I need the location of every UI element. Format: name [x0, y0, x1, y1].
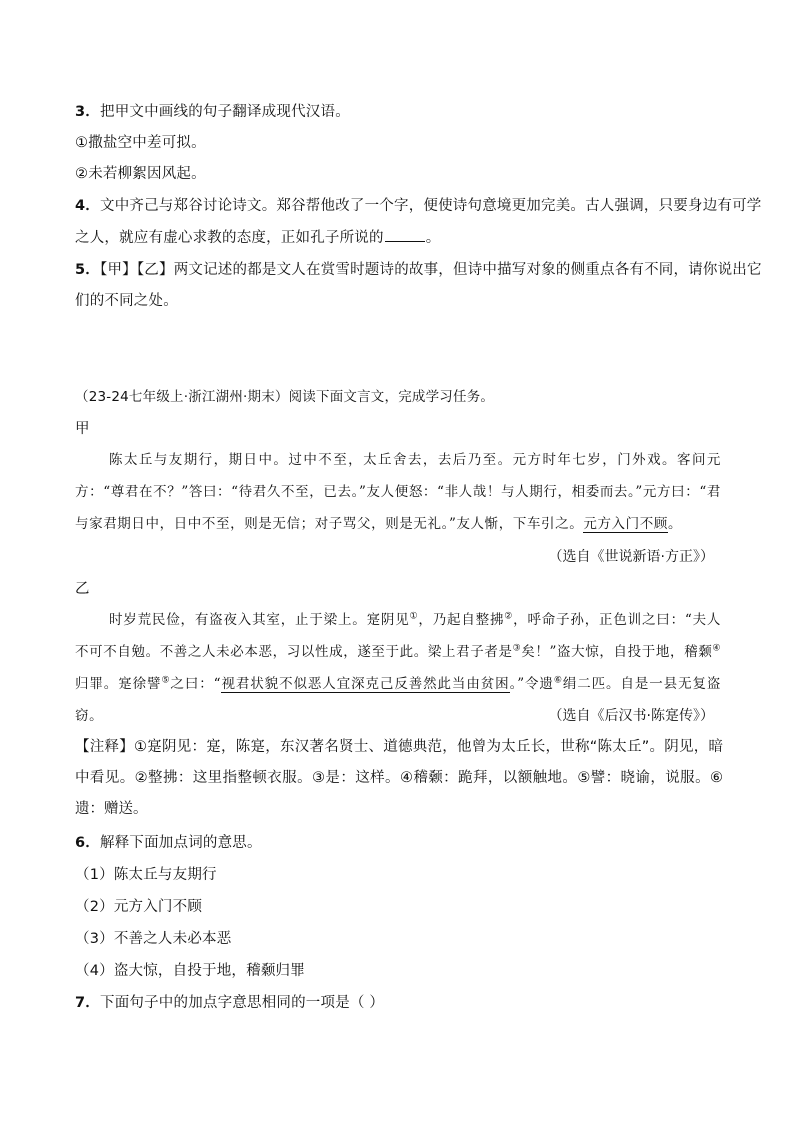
- section-intro: （23-24七年级上·浙江湖州·期末）阅读下面文言文，完成学习任务。: [75, 389, 495, 405]
- question-6-title: 6．解释下面加点词的意思。: [75, 835, 262, 851]
- question-6-item-2: （2）元方入门不顾: [75, 899, 203, 915]
- question-5-line-2: 们的不同之处。: [75, 293, 178, 309]
- passage-yi-text: 时岁荒民俭，有盗夜入其室，止于梁上。寔阴见①，乃起自整拂②，呼命子孙，正色训之曰：“夫人不可不自勉。不善之人未必本恶，习以性成，遂至于此。梁上君子者是③矣！”盗大惊，自投于地，稽颡④归罪。寔徐譬⑤之曰：“视君状貌不似恶人宜深克己反善然此当由贫困。”令遗⑥绢二匹。自是一县无复盗窃。: [75, 611, 722, 724]
- question-7-title: 7．下面句子中的加点字意思相同的一项是（ ）: [75, 995, 385, 1011]
- question-3-title: 3．把甲文中画线的句子翻译成现代汉语。: [75, 104, 350, 120]
- underlined-sentence: 元方入门不顾: [583, 516, 668, 532]
- question-3-item-1: ①撒盐空中差可拟。: [75, 135, 206, 151]
- question-4-line-2: 之人，就应有虚心求教的态度，正如孔子所说的 。: [75, 227, 725, 249]
- question-6-item-3: （3）不善之人未必本恶: [75, 931, 232, 947]
- passage-jia-text: 陈太丘与友期行，期日中。过中不至，太丘舍去，去后乃至。元方时年七岁，门外戏。客问元方：“尊君在不？”答曰：“待君久不至，已去。”友人便怒：“非人哉！与人期行，相委而去。”元方曰：“君与家君期日中，日中不至，则是无信；对子骂父，则是无礼。”友人惭，下车引之。元方入门不顾。: [75, 452, 721, 532]
- question-6-item-4: （4）盗大惊，自投于地，稽颡归罪: [75, 963, 305, 979]
- passage-yi-source: （选自《后汉书·陈寔传》）: [548, 708, 714, 724]
- answer-blank[interactable]: [385, 227, 425, 242]
- passage-jia-label: 甲: [75, 421, 90, 437]
- question-6-item-1: （1）陈太丘与友期行: [75, 867, 217, 883]
- annotations: 【注释】①寔阴见：寔，陈寔，东汉著名贤士、道德典范，他曾为太丘长，世称“陈太丘”。阴见，暗中看见。②整拂：这里指整顿衣服。③是：这样。④稽颡：跪拜，以额触地。⑤譬：晓谕，说服。⑥遗：赠送。: [75, 739, 723, 817]
- question-4-line-1: 4．文中齐己与郑谷讨论诗文。郑谷帮他改了一个字，便使诗句意境更加完美。古人强调，只要身边有可学: [75, 198, 762, 214]
- passage-jia-source: （选自《世说新语·方正》）: [548, 549, 714, 565]
- underlined-sentence: 视君状貌不似恶人宜深克己反善然此当由贫困: [221, 676, 510, 692]
- question-5-line-1: 5．【甲】【乙】两文记述的都是文人在赏雪时题诗的故事，但诗中描写对象的侧重点各有不同，请你说出它: [75, 262, 762, 278]
- passage-yi-label: 乙: [75, 581, 90, 597]
- question-3-item-2: ②未若柳絮因风起。: [75, 166, 206, 182]
